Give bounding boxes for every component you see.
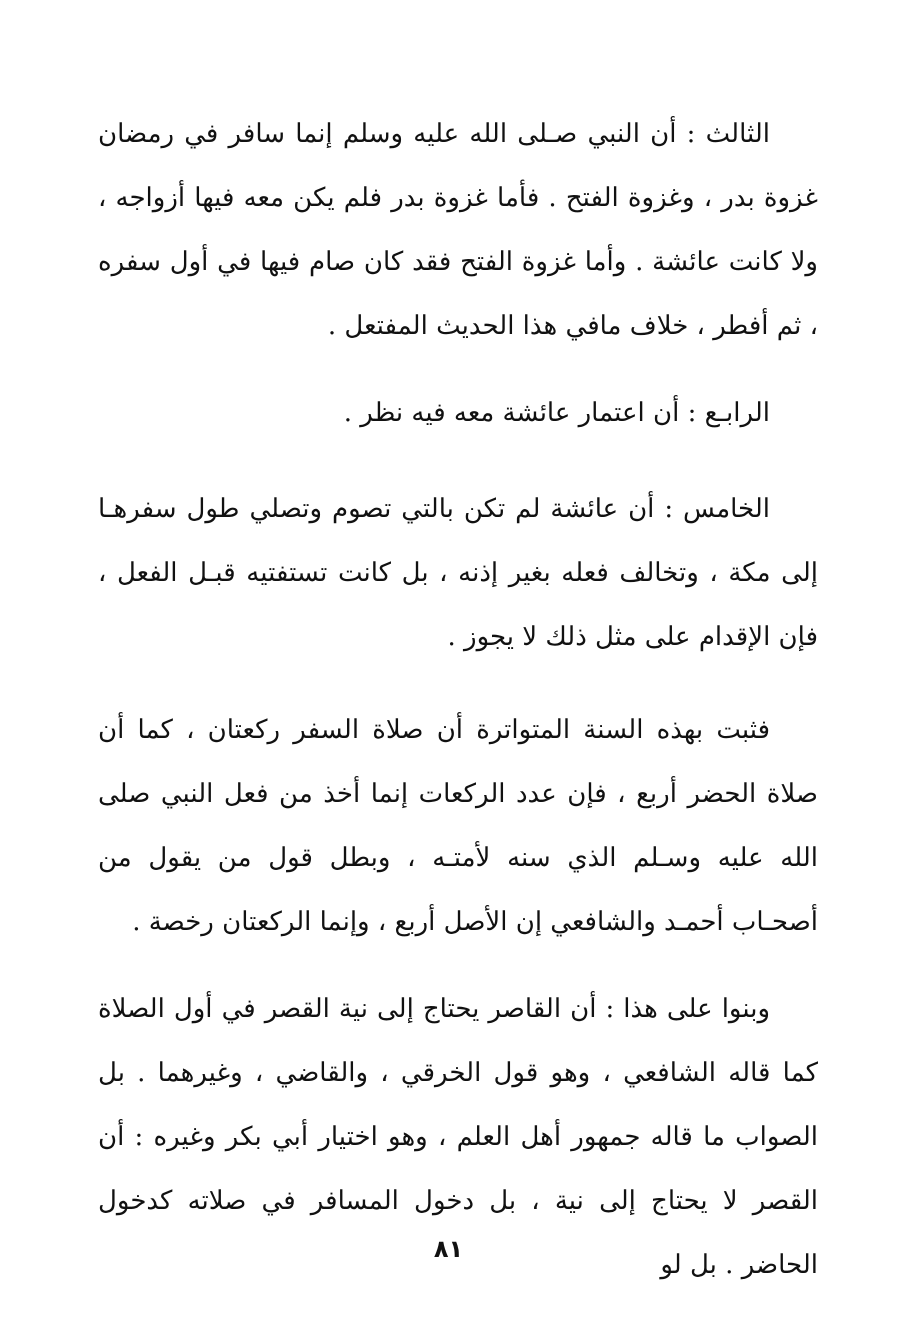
paragraph-fifth-point: الخامس : أن عائشة لم تكن بالتي تصوم وتصلي طول سفرهـا إلى مكة ، وتخالف فعله بغير إذنه ، بل كانت تستفتيه قبـل الفعل ، فإن الإقدام على مثل ذلك لا يجوز . <box>98 494 818 652</box>
paragraph-conclusion: فثبت بهذه السنة المتواترة أن صلاة السفر ركعتان ، كما أن صلاة الحضر أربع ، فإن عدد الركعات إنما أخذ من فعل النبي صلى الله عليه وسـلم الذي سنه لأمتـه ، وبطل قول من يقول من أصحـاب أحمـد والشافعي إن الأصل أربع ، وإنما الركعتان رخصة . <box>98 715 818 937</box>
paragraph-fourth-point: الرابـع : أن اعتمار عائشة معه فيه نظر . <box>343 398 770 428</box>
paragraph-intention-of-shortening: وبنوا على هذا : أن القاصر يحتاج إلى نية القصر في أول الصلاة كما قاله الشافعي ، وهو قول الخرقي ، والقاضي ، وغيرهما . بل الصواب ما قاله جمهور أهل العلم ، وهو اختيار أبي بكر وغيره : أن القصر لا يحتاج إلى نية ، بل دخول المسافر في صلاته كدخول الحاضر . بل لو <box>98 994 818 1280</box>
paragraph-third-point: الثالث : أن النبي صـلى الله عليه وسلم إنما سافر في رمضان غزوة بدر ، وغزوة الفتح . فأما غزوة بدر فلم يكن معه فيها أزواجه ، ولا كانت عائشة . وأما غزوة الفتح فقد كان صام فيها في أول سفره ، ثم أفطر ، خلاف مافي هذا الحديث المفتعل . <box>98 119 818 341</box>
page-number: ٨١ <box>433 1235 464 1263</box>
